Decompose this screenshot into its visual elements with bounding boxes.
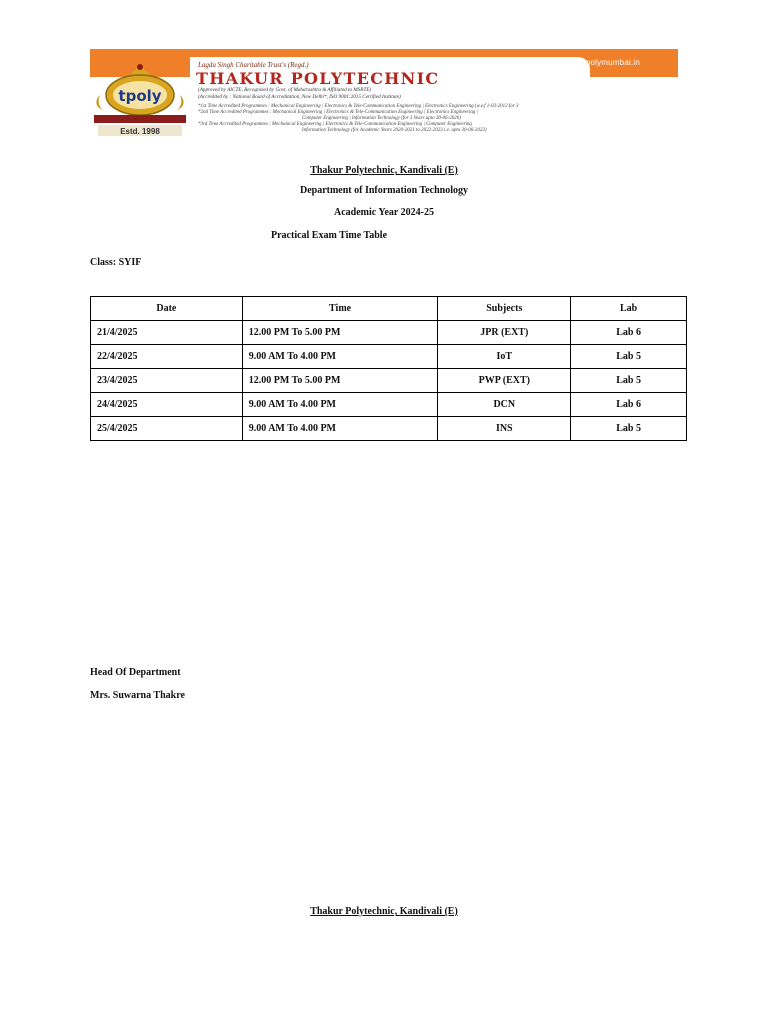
- accreditation-line: *2nd Time Accredited Programmes : Mechanical Engineering | Electronics & Tele-Communication Engineering | Electronics Engineering |: [198, 110, 478, 116]
- cell-subject: IoT: [438, 345, 571, 369]
- table-row: [91, 345, 687, 369]
- hod-name: Mrs. Suwarna Thakre: [90, 690, 185, 701]
- cell-subject: JPR (EXT): [438, 321, 571, 345]
- column-header-subjects: Subjects: [438, 297, 571, 321]
- established-text: Estd. 1998: [120, 127, 160, 136]
- cell-date: 24/4/2025: [91, 393, 243, 417]
- table-row: [91, 369, 687, 393]
- table-row: [91, 393, 687, 417]
- exam-timetable: [90, 296, 687, 441]
- cell-date: 23/4/2025: [91, 369, 243, 393]
- cell-lab: Lab 5: [571, 345, 687, 369]
- table-row: [91, 417, 687, 441]
- department-heading: Department of Information Technology: [299, 185, 469, 196]
- table-header-row: [91, 297, 687, 321]
- cell-subject: DCN: [438, 393, 571, 417]
- logo-text: tpoly: [118, 87, 162, 105]
- cell-date: 22/4/2025: [91, 345, 243, 369]
- cell-lab: Lab 5: [571, 417, 687, 441]
- academic-year: Academic Year 2024-25: [334, 207, 434, 218]
- cell-subject: INS: [438, 417, 571, 441]
- cell-time: 12.00 PM To 5.00 PM: [242, 321, 438, 345]
- approval-lines: [198, 87, 588, 101]
- class-label: Class: SYIF: [90, 257, 142, 268]
- cell-time: 9.00 AM To 4.00 PM: [242, 417, 438, 441]
- hod-label: Head Of Department: [90, 667, 181, 678]
- column-header-lab: Lab: [571, 297, 687, 321]
- college-name: THAKUR POLYTECHNIC: [196, 69, 440, 88]
- column-header-date: Date: [91, 297, 243, 321]
- table-row: [91, 321, 687, 345]
- accreditation-lines: [198, 104, 678, 134]
- letterhead-banner: [90, 49, 678, 138]
- website-url[interactable]: www.tpolymumbai.in: [563, 58, 640, 67]
- trust-line: Lagdu Singh Charitable Trust's (Regd.): [198, 61, 309, 69]
- cell-lab: Lab 5: [571, 369, 687, 393]
- approval-line-2: (Accredited by : National Board of Accreditation, New Delhi*, ISO 9001:2015 Certified Institute): [198, 94, 401, 100]
- page-title: Practical Exam Time Table: [271, 230, 388, 241]
- cell-time: 12.00 PM To 5.00 PM: [242, 369, 438, 393]
- cell-subject: PWP (EXT): [438, 369, 571, 393]
- cell-time: 9.00 AM To 4.00 PM: [242, 393, 438, 417]
- institute-heading: Thakur Polytechnic, Kandivali (E): [310, 165, 458, 176]
- accreditation-line: *3rd Time Accredited Programmes : Mechanical Engineering | Electronics & Tele-Communication Engineering | Computer Engineering: [198, 122, 472, 128]
- cell-time: 9.00 AM To 4.00 PM: [242, 345, 438, 369]
- approval-line-1: (Approved by AICTE, Recognized by Govt. of Maharashtra & Affiliated to MSBTE): [198, 87, 372, 93]
- footer-institute-heading: Thakur Polytechnic, Kandivali (E): [310, 906, 458, 917]
- cell-date: 25/4/2025: [91, 417, 243, 441]
- accreditation-line: Computer Engineering | Information Technology (for 3 Years upto 30-06-2020): [302, 116, 461, 122]
- cell-lab: Lab 6: [571, 393, 687, 417]
- cell-date: 21/4/2025: [91, 321, 243, 345]
- cell-lab: Lab 6: [571, 321, 687, 345]
- accreditation-line: *1st Time Accredited Programmes : Mechanical Engineering | Electronics & Tele-Communication Engineering | Electronics Engineering (w.e.f 1-03-2012 for 3: [198, 104, 519, 109]
- accreditation-line: Information Technology (for Academic Years 2020-2021 to 2022-2023 i.e. upto 30-06-2023): [302, 128, 487, 134]
- column-header-time: Time: [242, 297, 438, 321]
- college-logo-icon: [92, 61, 188, 137]
